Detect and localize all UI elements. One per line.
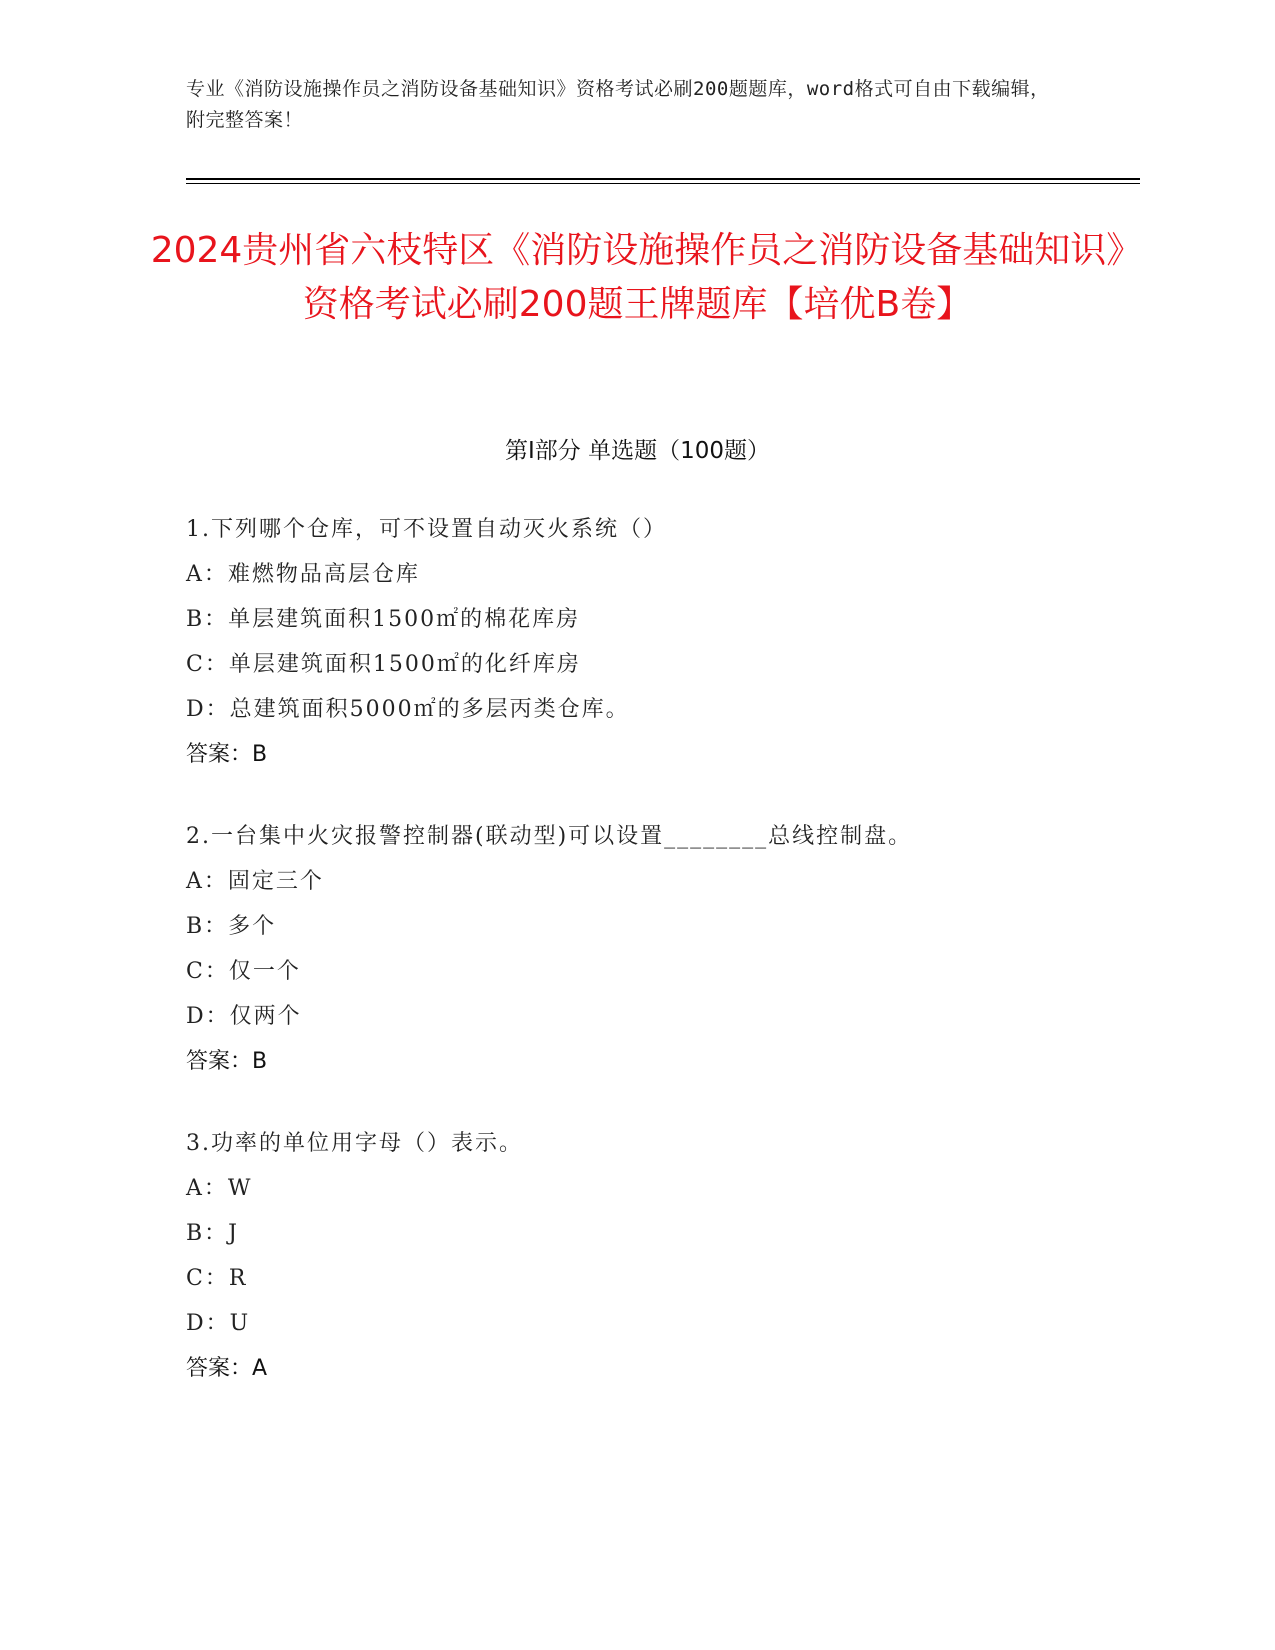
question-stem: 2.一台集中火灾报警控制器(联动型)可以设置________总线控制盘。	[186, 824, 913, 849]
answer-value: B	[252, 1049, 268, 1074]
option-a: A：W	[186, 1176, 253, 1201]
question-1	[186, 507, 1086, 777]
answer-line	[186, 1039, 1086, 1084]
answer-label: 答案：	[186, 1049, 253, 1074]
question-stem: 3.功率的单位用字母（）表示。	[186, 1131, 523, 1156]
answer-line	[186, 1346, 1086, 1391]
header-note: 专业《消防设施操作员之消防设备基础知识》资格考试必刷200题题库，word格式可自由下载编辑，附完整答案！	[186, 78, 1050, 131]
option-a: A：难燃物品高层仓库	[186, 562, 420, 587]
answer-label: 答案：	[186, 742, 253, 767]
option-c: C：单层建筑面积1500㎡的化纤库房	[186, 652, 581, 677]
answer-line	[186, 732, 1086, 777]
document-title: 2024贵州省六枝特区《消防设施操作员之消防设备基础知识》资格考试必刷200题王牌题库【培优B卷】	[150, 230, 1125, 325]
answer-value: B	[252, 742, 268, 767]
question-stem: 1.下列哪个仓库，可不设置自动灭火系统（）	[186, 517, 667, 542]
option-c: C：R	[186, 1266, 248, 1291]
header-divider-thin	[186, 183, 1140, 184]
option-d: D：总建筑面积5000㎡的多层丙类仓库。	[186, 697, 630, 722]
option-c: C：仅一个	[186, 959, 301, 984]
option-b: B：单层建筑面积1500㎡的棉花库房	[186, 607, 581, 632]
option-d: D：仅两个	[186, 1004, 302, 1029]
answer-label: 答案：	[186, 1356, 253, 1381]
question-2	[186, 814, 1086, 1084]
section-heading: 第Ⅰ部分 单选题（100题）	[505, 438, 770, 464]
option-d: D：U	[186, 1311, 251, 1336]
option-a: A：固定三个	[186, 869, 324, 894]
answer-value: A	[252, 1356, 268, 1381]
question-3	[186, 1121, 1086, 1391]
header-divider	[186, 178, 1140, 180]
option-b: B：J	[186, 1221, 239, 1246]
option-b: B：多个	[186, 914, 277, 939]
